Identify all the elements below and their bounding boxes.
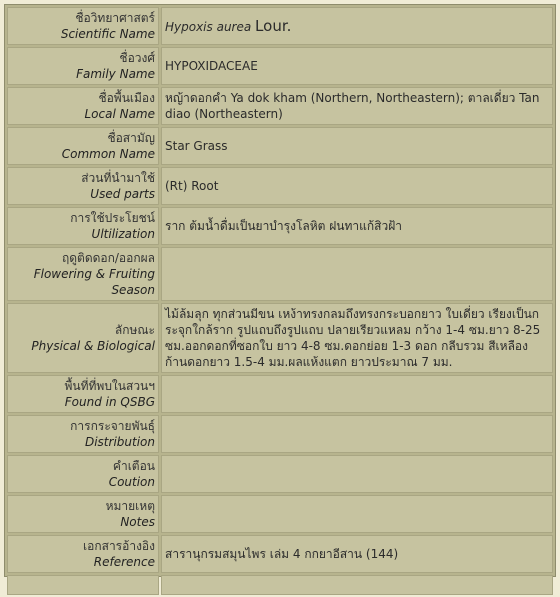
label-english: Scientific Name [60, 27, 155, 41]
row-common-name [7, 127, 553, 165]
label-cell [7, 207, 159, 245]
row-physical-biological [7, 303, 553, 373]
value-empty [161, 575, 553, 595]
row-caution [7, 455, 553, 493]
value-physical-biological: ไม้ล้มลุก ทุกส่วนมีขน เหง้าทรงกลมถึงทรงกระบอกยาว ใบเดี่ยว เรียงเป็นกระจุกใกล้ราก รูปแถบถึงรูปแถบ ปลายเรียวแหลม กว้าง 1-4 ซม.ยาว 8-25 ซม.ออกดอกที่ซอกใบ ยาว 4-8 ซม.ดอกย่อย 1-3 ดอก กลีบรวม สีเหลือง ก้านดอกยาว 1.5-4 มม.ผลแห้งแตก ยาวประมาณ 7 มม. [161, 303, 553, 373]
label-thai: ฤดูติดดอก/ออกผล [61, 251, 155, 265]
label-cell [7, 303, 159, 373]
label-cell [7, 87, 159, 125]
row-notes [7, 495, 553, 533]
label-english: Local Name [84, 107, 155, 121]
value-family-name: HYPOXIDACEAE [161, 47, 553, 85]
label-cell [7, 167, 159, 205]
label-english: Notes [120, 515, 155, 529]
label-english: Physical & Biological [31, 339, 155, 353]
label-english: Reference [93, 555, 155, 569]
value-used-parts: (Rt) Root [161, 167, 553, 205]
value-notes [161, 495, 553, 533]
label-thai: การกระจายพันธุ์ [70, 419, 155, 433]
label-thai: หมายเหตุ [105, 499, 155, 513]
row-reference [7, 535, 553, 573]
label-cell [7, 575, 159, 595]
label-cell [7, 455, 159, 493]
label-english: Found in QSBG [64, 395, 155, 409]
species-author: Lour. [255, 16, 292, 35]
label-cell [7, 375, 159, 413]
label-thai: ชื่อพื้นเมือง [98, 91, 155, 105]
value-distribution [161, 415, 553, 453]
label-thai: ลักษณะ [114, 323, 155, 337]
label-cell [7, 247, 159, 301]
label-english: Ultilization [91, 227, 155, 241]
value-local-name: หญ้าดอกคำ Ya dok kham (Northern, Northeastern); ตาลเดี่ยว Tan diao (Northeastern) [161, 87, 553, 125]
label-thai: การใช้ประโยชน์ [70, 211, 155, 225]
label-english: Used parts [90, 187, 155, 201]
value-common-name: Star Grass [161, 127, 553, 165]
row-used-parts [7, 167, 553, 205]
value-scientific-name [161, 7, 553, 45]
row-empty [7, 575, 553, 595]
plant-info-table [5, 5, 555, 597]
label-thai: ชื่อวงศ์ [119, 51, 155, 65]
label-thai: ชื่อสามัญ [107, 131, 155, 145]
label-cell [7, 495, 159, 533]
value-reference: สารานุกรมสมุนไพร เล่ม 4 กกยาอีสาน (144) [161, 535, 553, 573]
label-english: Distribution [84, 435, 155, 449]
label-thai: เอกสารอ้างอิง [83, 539, 155, 553]
row-distribution [7, 415, 553, 453]
label-cell [7, 127, 159, 165]
row-utilization [7, 207, 553, 245]
label-thai: คำเตือน [112, 459, 155, 473]
label-thai: ชื่อวิทยาศาสตร์ [75, 11, 155, 25]
label-cell [7, 415, 159, 453]
label-cell [7, 7, 159, 45]
label-english: Family Name [76, 67, 155, 81]
label-thai: ส่วนที่นำมาใช้ [81, 171, 155, 185]
value-flowering-season [161, 247, 553, 301]
label-thai: พื้นที่ที่พบในสวนฯ [64, 379, 155, 393]
row-scientific-name [7, 7, 553, 45]
plant-info-panel [4, 4, 556, 577]
row-local-name [7, 87, 553, 125]
label-english: Common Name [61, 147, 155, 161]
label-cell [7, 535, 159, 573]
label-english: Coution [108, 475, 155, 489]
value-caution [161, 455, 553, 493]
value-found-in-qsbg [161, 375, 553, 413]
value-utilization: ราก ต้มน้ำดื่มเป็นยาบำรุงโลหิต ฝนทาแก้สิวฝ้า [161, 207, 553, 245]
row-found-in-qsbg [7, 375, 553, 413]
label-english: Flowering & Fruiting Season [33, 267, 155, 297]
row-flowering-season [7, 247, 553, 301]
label-cell [7, 47, 159, 85]
species-name: Hypoxis aurea [165, 19, 252, 34]
row-family-name [7, 47, 553, 85]
